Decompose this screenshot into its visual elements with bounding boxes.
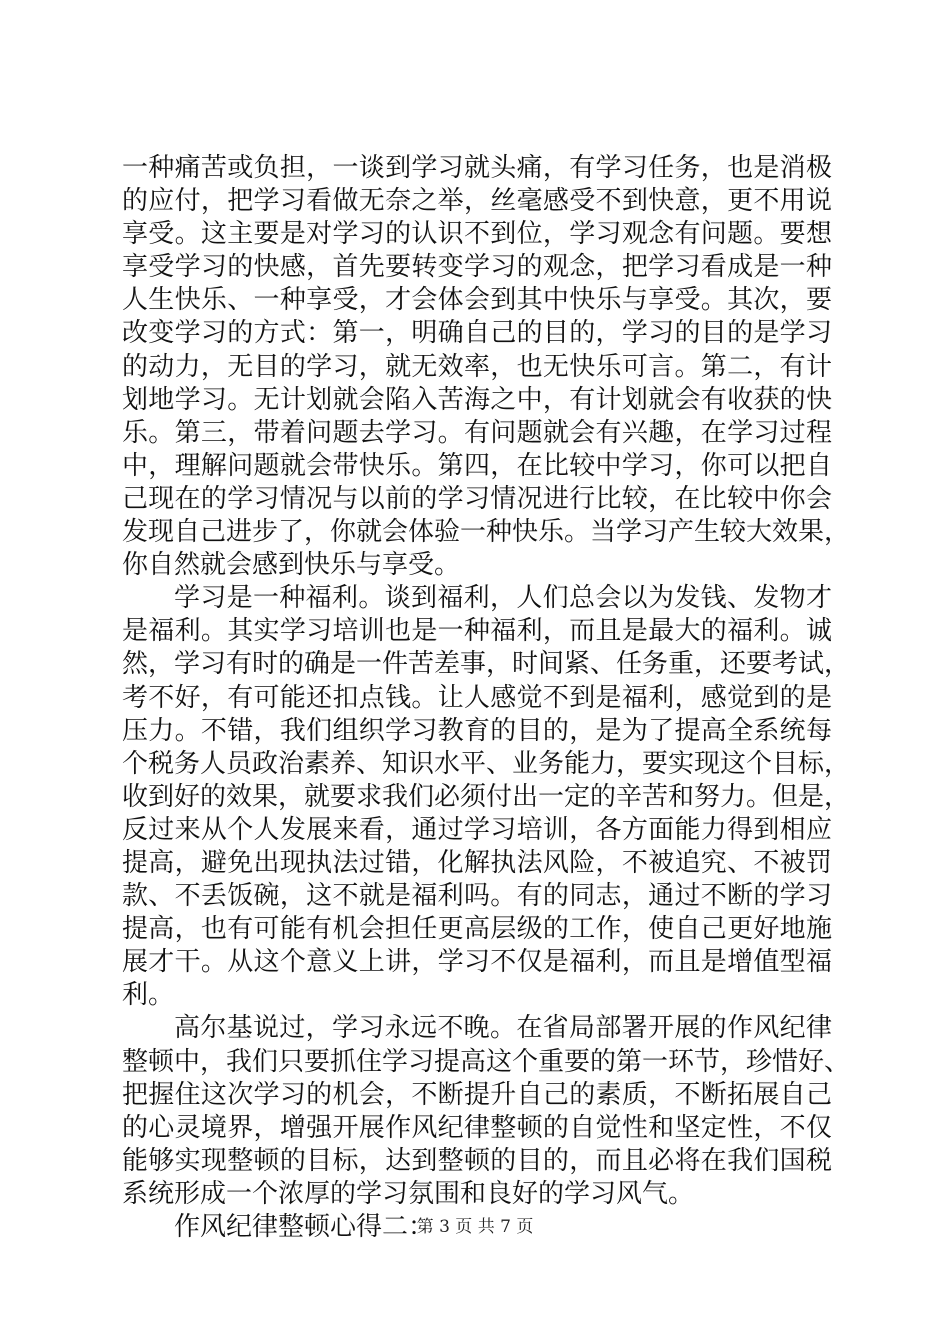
text-line: 你自然就会感到快乐与享受。 xyxy=(122,550,461,581)
text-line: 享受学习的快感，首先要转变学习的观念，把学习看成是一种 xyxy=(122,252,832,283)
text-line: 的动力，无目的学习，就无效率，也无快乐可言。第二，有计 xyxy=(122,351,832,382)
paragraph-start-line: 学习是一种福利。谈到福利，人们总会以为发钱、发物才 xyxy=(174,583,832,614)
text-line: 展才干。从这个意义上讲，学习不仅是福利，而且是增值型福 xyxy=(122,947,832,978)
text-line: 的心灵境界，增强开展作风纪律整顿的自觉性和坚定性，不仅 xyxy=(122,1112,832,1143)
text-line: 划地学习。无计划就会陷入苦海之中，有计划就会有收获的快 xyxy=(122,384,832,415)
text-line: 发现自己进步了，你就会体验一种快乐。当学习产生较大效果， xyxy=(122,517,851,548)
text-line: 提高，也有可能有机会担任更高层级的工作，使自己更好地施 xyxy=(122,914,832,945)
page-footer: 第 3 页 共 7 页 xyxy=(416,1217,534,1237)
paragraph-start-line: 高尔基说过，学习永远不晚。在省局部署开展的作风纪律 xyxy=(174,1013,832,1044)
text-line: 考不好，有可能还扣点钱。让人感觉不到是福利，感觉到的是 xyxy=(122,682,832,713)
text-line: 利。 xyxy=(122,980,175,1011)
text-line: 己现在的学习情况与以前的学习情况进行比较，在比较中你会 xyxy=(122,483,832,514)
text-line: 一种痛苦或负担，一谈到学习就头痛，有学习任务，也是消极 xyxy=(122,153,832,183)
text-line: 提高，避免出现执法过错，化解执法风险，不被追究、不被罚 xyxy=(122,847,832,878)
text-line: 人生快乐、一种享受，才会体会到其中快乐与享受。其次，要 xyxy=(122,285,832,316)
text-line: 系统形成一个浓厚的学习氛围和良好的学习风气。 xyxy=(122,1178,695,1209)
text-line: 整顿中，我们只要抓住学习提高这个重要的第一环节，珍惜好、 xyxy=(122,1046,851,1077)
text-line: 收到好的效果，就要求我们必须付出一定的辛苦和努力。但是， xyxy=(122,781,851,812)
body-text xyxy=(122,152,851,1244)
text-line: 能够实现整顿的目标，达到整顿的目的，而且必将在我们国税 xyxy=(122,1145,832,1176)
text-line: 压力。不错，我们组织学习教育的目的，是为了提高全系统每 xyxy=(122,715,832,746)
text-line: 享受。这主要是对学习的认识不到位，学习观念有问题。要想 xyxy=(122,219,832,250)
text-line: 中，理解问题就会带快乐。第四，在比较中学习，你可以把自 xyxy=(122,450,832,481)
text-line: 乐。第三，带着问题去学习。有问题就会有兴趣，在学习过程 xyxy=(122,417,832,448)
text-line: 的应付，把学习看做无奈之举，丝毫感受不到快意，更不用说 xyxy=(122,186,832,217)
text-line: 是福利。其实学习培训也是一种福利，而且是最大的福利。诚 xyxy=(122,616,832,647)
text-line: 反过来从个人发展来看，通过学习培训，各方面能力得到相应 xyxy=(122,814,832,845)
text-line: 款、不丢饭碗，这不就是福利吗。有的同志，通过不断的学习 xyxy=(122,881,832,912)
text-line: 把握住这次学习的机会，不断提升自己的素质，不断拓展自己 xyxy=(122,1079,832,1110)
text-line: 个税务人员政治素养、知识水平、业务能力，要实现这个目标， xyxy=(122,748,851,779)
text-line: 改变学习的方式：第一，明确自己的目的，学习的目的是学习 xyxy=(122,318,832,349)
section-heading: 作风纪律整顿心得二： xyxy=(174,1212,435,1242)
text-line: 然，学习有时的确是一件苦差事，时间紧、任务重，还要考试， xyxy=(122,649,851,680)
